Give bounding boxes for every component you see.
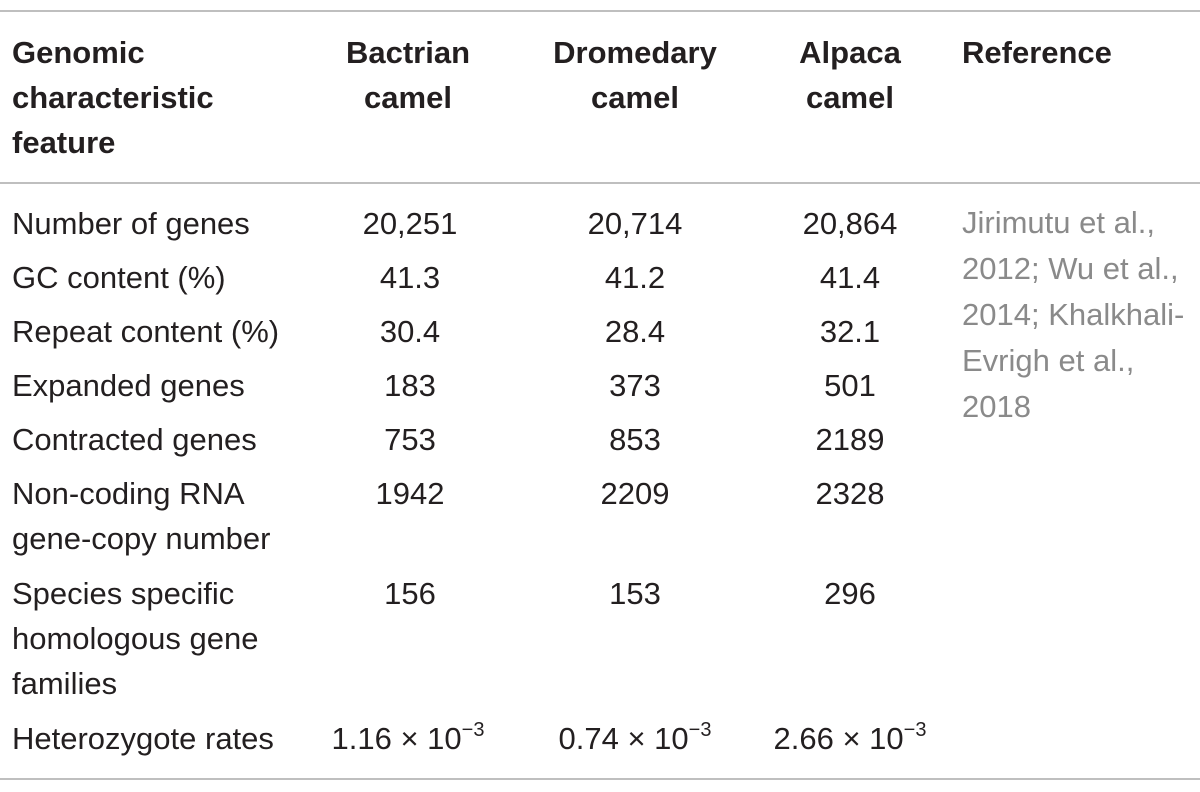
cell-bactrian: 20,251 (362, 206, 458, 241)
cell-alpaca: $2.66 \times 10^{-3}$ (773, 719, 927, 756)
cell-dromedary: 373 (609, 368, 661, 403)
cell-alpaca: 32.1 (819, 314, 881, 349)
table-bottom-rule (0, 778, 1200, 780)
table-top-rule (0, 10, 1200, 12)
cell-bactrian: 30.4 (379, 314, 441, 349)
cell-dromedary: 153 (609, 576, 661, 611)
cell-dromedary: 28.4 (604, 314, 666, 349)
cell-bactrian: 1942 (375, 476, 445, 511)
header-alpaca: Alpaca camel (799, 35, 901, 115)
row-label: Heterozygote rates (12, 721, 274, 756)
cell-alpaca: 20,864 (802, 206, 898, 241)
cell-bactrian: $1.16 \times 10^{-3}$ (331, 719, 485, 756)
cell-alpaca: 41.4 (819, 260, 881, 295)
cell-bactrian: 753 (384, 422, 436, 457)
cell-alpaca: 501 (824, 368, 876, 403)
cell-dromedary: 2209 (600, 476, 670, 511)
cell-dromedary: 20,714 (587, 206, 683, 241)
header-bactrian: Bactrian camel (345, 35, 471, 115)
row-label: Number of genes (12, 206, 250, 241)
exponent: −3 (903, 719, 927, 741)
row-label: GC content (%) (12, 260, 226, 295)
cell-dromedary: 41.2 (604, 260, 666, 295)
row-label: Expanded genes (12, 368, 245, 403)
row-label: Repeat content (%) (12, 314, 280, 349)
header-reference: Reference (962, 35, 1112, 70)
table-header-rule (0, 182, 1200, 184)
exponent: −3 (461, 719, 485, 741)
row-label: Contracted genes (12, 422, 257, 457)
row-label: Species specific homologous gene families (12, 576, 259, 701)
cell-alpaca: 296 (824, 576, 876, 611)
row-label: Non-coding RNA gene-copy number (12, 476, 271, 556)
cell-dromedary: $0.74 \times 10^{-3}$ (558, 719, 712, 756)
header-feature: Genomic characteristic feature (12, 35, 214, 160)
reference-citation: Jirimutu et al., 2012; Wu et al., 2014; Khalkhali-Evrigh et al., 2018 (962, 205, 1185, 424)
cell-alpaca: 2328 (815, 476, 885, 511)
cell-bactrian: 156 (384, 576, 436, 611)
cell-bactrian: 183 (384, 368, 436, 403)
cell-bactrian: 41.3 (379, 260, 441, 295)
cell-alpaca: 2189 (815, 422, 885, 457)
cell-dromedary: 853 (609, 422, 661, 457)
exponent: −3 (688, 719, 712, 741)
header-dromedary: Dromedary camel (553, 35, 717, 115)
